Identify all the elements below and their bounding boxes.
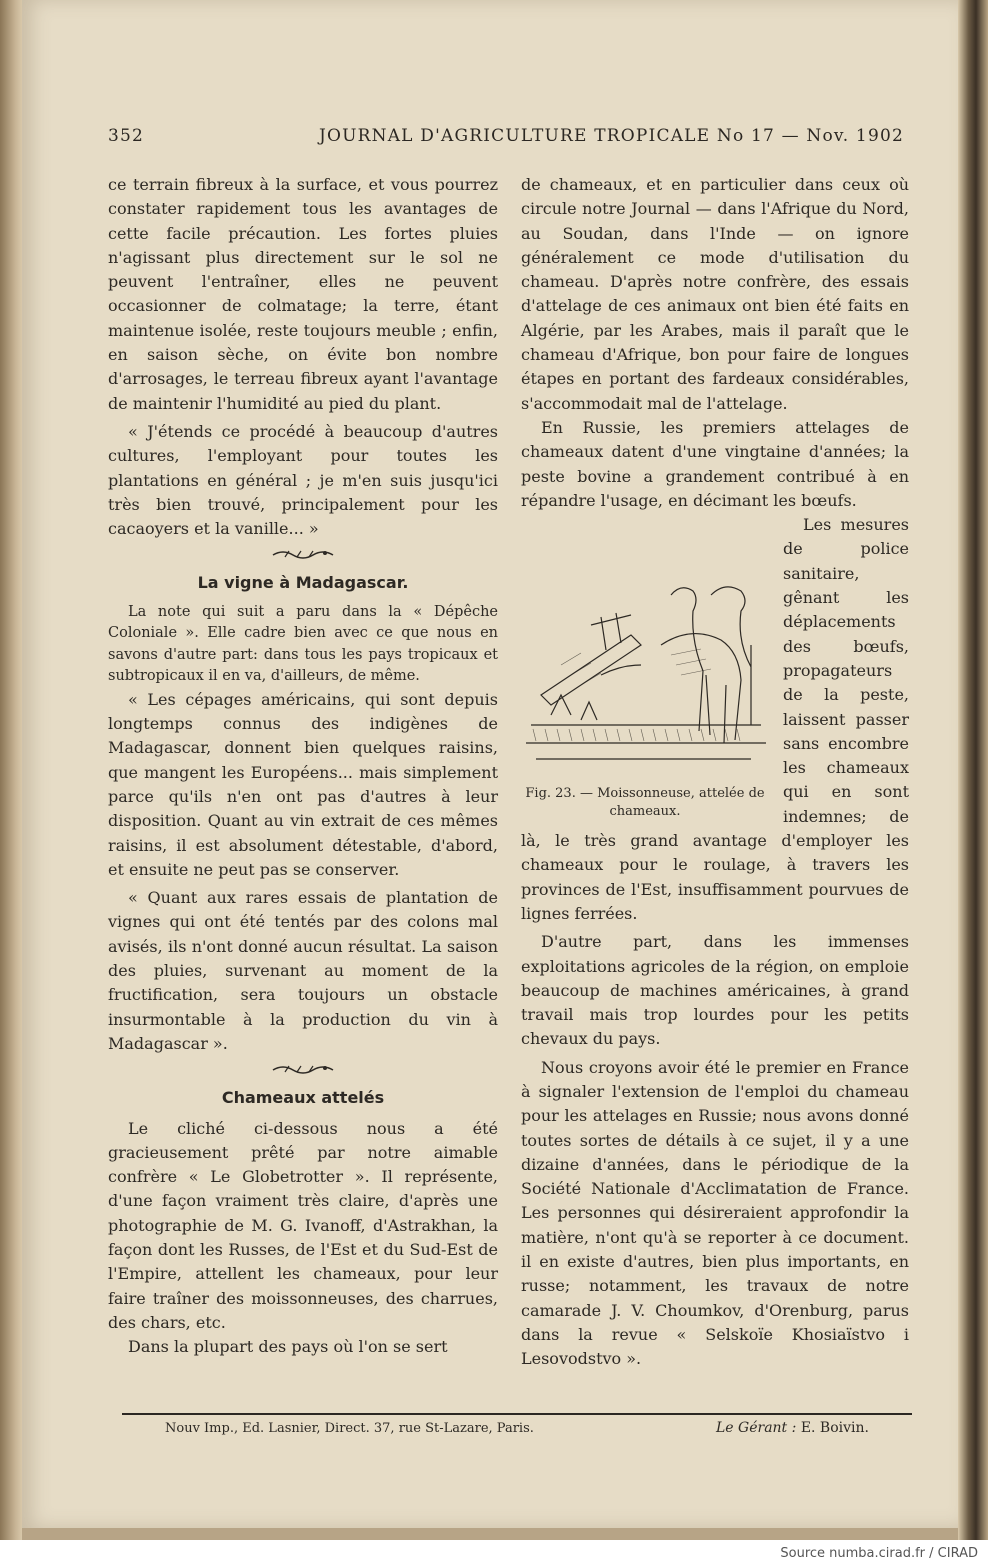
section-heading: Chameaux attelés — [221, 1088, 385, 1108]
paragraph: de chameaux, et en particulier dans ceux où circule notre Journal — dans l'Afrique du Nord, au Soudan, dans l'Inde — on ignore généralement ce mode d'utilisation du chameau. D'après notre confrère, des essais d'attelage de ces animaux ont bien été faits en Algérie, par les Arabes, mais il paraît que le chameau d'Afrique, bon pour faire de longues étapes en portant des fardeaux considérables, s'accommodait mal de l'attelage. — [521, 175, 909, 413]
paragraph: Dans la plupart des pays où l'on se sert — [128, 1337, 448, 1357]
page-edge — [958, 0, 988, 1540]
ornament-divider-icon — [263, 547, 343, 561]
figure-caption: Fig. 23. — Moissonneuse, attelée de chameaux. — [525, 786, 765, 820]
ornament-divider-icon — [263, 1062, 343, 1076]
right-column — [521, 173, 909, 1372]
paragraph: Les mesures de police sanitaire, gênant les déplacements des bœufs, propagateurs de la peste, laissent passer sans encombre les chameaux qui en sont indemnes; de là, le très grand avantage d'employer les chameaux pour le roulage, à travers les provinces de l'Est, insuffisamment pourvues de lignes ferrées. — [521, 515, 909, 923]
source-credit: Source numba.cirad.fr / CIRAD — [780, 1546, 978, 1561]
journal-title: JOURNAL D'AGRICULTURE TROPICALE No 17 — Nov. 1902 — [318, 126, 904, 146]
running-header — [108, 126, 904, 152]
gerant-label: Le Gérant : — [716, 1420, 797, 1436]
gerant-name: E. Boivin. — [800, 1420, 869, 1436]
section-heading: La vigne à Madagascar. — [197, 573, 409, 593]
paragraph: « Les cépages américains, qui sont depuis longtemps connus des indigènes de Madagascar, donnent bien quelques raisins, que mangent les Européens... mais simplement parce qu'ils n'en ont pas d'autres à leur disposition. Quant au vin extrait de ces mêmes raisins, il est absolument détestable, d'abord, et ensuite ne peut pas se conserver. — [108, 689, 498, 879]
paragraph: D'autre part, dans les immenses exploitations agricoles de la région, on emploie beaucoup de machines américaines, à grand travail mais trop lourdes pour les petits chevaux du pays. — [521, 932, 909, 1049]
paragraph: Nous croyons avoir été le premier en France à signaler l'extension de l'emploi du chameau pour les attelages en Russie; nous avons donné toutes sortes de détails à ce sujet, il y a une dizaine d'années, dans le périodique de la Société Nationale d'Acclimatation de France. Les personnes qui désireraient approfondir la matière, n'ont qu'à se reporter à ce document. il en existe d'autres, bien plus importants, en russe; notamment, les travaux de notre camarade J. V. Choumkov, d'Orenburg, parus dans la revue « Selskoïe Khosiaïstvo i Lesovodstvo ». — [521, 1057, 909, 1369]
page-number: 352 — [108, 126, 145, 146]
paragraph: « J'étends ce procédé à beaucoup d'autres cultures, l'employant pour toutes les plantations en général ; je m'en suis jusqu'ici très bien trouvé, principalement pour les cacaoyers et la vanille... » — [108, 421, 498, 539]
intro-note: La note qui suit a paru dans la « Dépêche Coloniale ». Elle cadre bien avec ce que nous en savons d'autre part: dans tous les pays tropicaux et subtropicaux il en va, d'ailleurs, de même. — [108, 603, 498, 685]
camel-harvester-engraving — [521, 515, 769, 785]
footer-rule — [122, 1413, 912, 1415]
paragraph: Le cliché ci-dessous nous a été gracieusement prêté par notre aimable confrère « Le Globetrotter ». Il représente, d'une façon vraiment très claire, d'après une photographie de M. G. Ivanoff, d'Astrakhan, la façon dont les Russes, de l'Est et du Sud-Est de l'Empire, attellent les chameaux, pour leur faire traîner des moissonneuses, des charrues, des chars, etc. — [108, 1118, 498, 1332]
paragraph: ce terrain fibreux à la surface, et vous pourrez constater rapidement tous les avantages de cette facile précaution. Les fortes pluies n'agissant plus directement sur le sol ne peuvent l'entraîner, elles ne peuvent occasionner de colmatage; la terre, étant maintenue isolée, reste toujours meuble ; enfin, en saison sèche, on évite bon nombre d'arrosages, le terreau fibreux ayant l'avantage de maintenir l'humidité au pied du plant. — [108, 175, 498, 413]
left-column — [108, 173, 498, 1359]
paragraph: « Quant aux rares essais de plantation de vignes qui ont été tentés par des colons mal avisés, ils n'ont donné aucun résultat. La saison des pluies, survenant au moment de la fructification, sera toujours un obstacle insurmontable à la production du vin à Madagascar ». — [108, 888, 498, 1053]
paragraph: En Russie, les premiers attelages de chameaux datent d'une vingtaine d'années; la peste bovine a grandement contribué à en répandre l'usage, en décimant les bœufs. — [521, 417, 909, 510]
figure-23 — [521, 515, 769, 821]
printer-imprint: Nouv Imp., Ed. Lasnier, Direct. 37, rue St-Lazare, Paris. — [165, 1421, 534, 1436]
book-spine — [0, 0, 22, 1540]
gerant-signature — [716, 1420, 869, 1436]
